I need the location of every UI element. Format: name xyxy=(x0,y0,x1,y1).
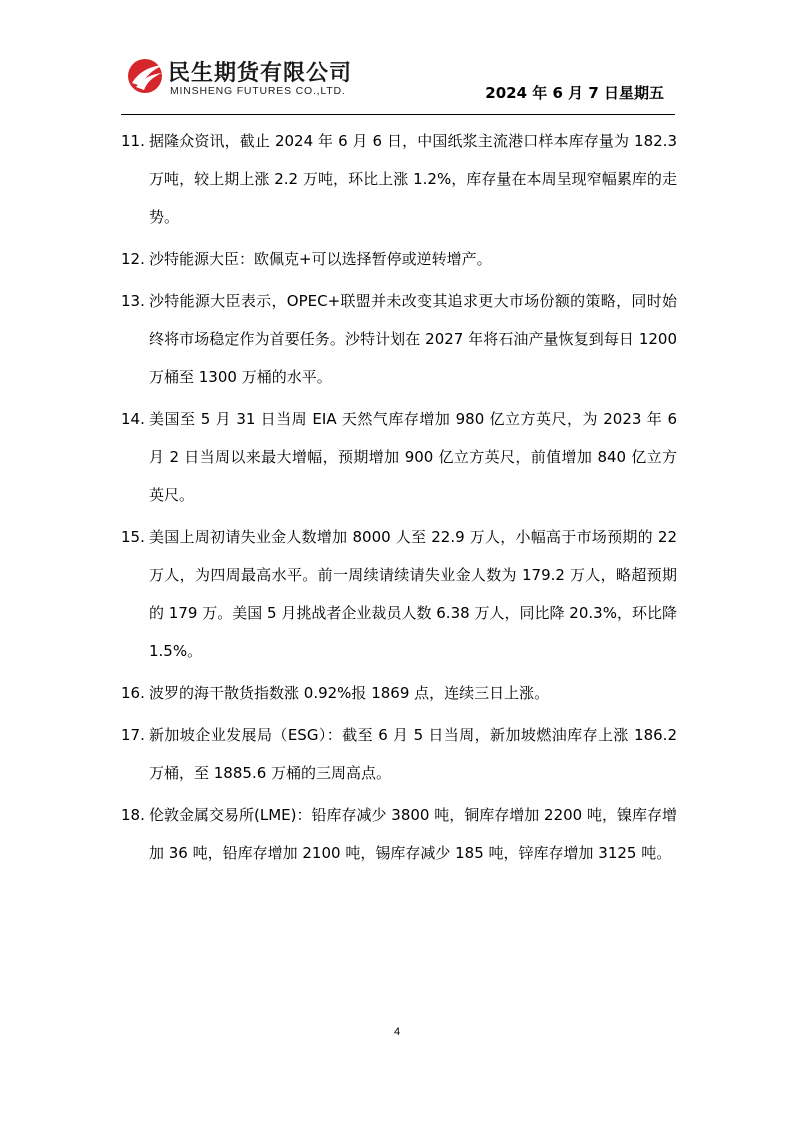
item-text: 美国至 5 月 31 日当周 EIA 天然气库存增加 980 亿立方英尺，为 2023 年 6 月 2 日当周以来最大增幅，预期增加 900 亿立方英尺，前值增加 840 亿立方英尺。 xyxy=(149,410,677,504)
item-number: 13. xyxy=(121,292,145,310)
item-text: 波罗的海干散货指数涨 0.92%报 1869 点，连续三日上涨。 xyxy=(149,684,550,702)
news-item-12 xyxy=(121,240,677,278)
news-item-18 xyxy=(121,796,677,872)
item-text: 沙特能源大臣表示，OPEC+联盟并未改变其追求更大市场份额的策略，同时始终将市场稳定作为首要任务。沙特计划在 2027 年将石油产量恢复到每日 1200 万桶至 1300 万桶的水平。 xyxy=(149,292,677,386)
news-list xyxy=(121,122,677,876)
item-text: 新加坡企业发展局（ESG）：截至 6 月 5 日当周，新加坡燃油库存上涨 186.2 万桶，至 1885.6 万桶的三周高点。 xyxy=(149,726,677,782)
page-number: 4 xyxy=(393,1026,401,1038)
header-divider xyxy=(121,114,675,115)
item-number: 16. xyxy=(121,684,145,702)
item-text: 据隆众资讯，截止 2024 年 6 月 6 日，中国纸浆主流港口样本库存量为 182.3 万吨，较上期上涨 2.2 万吨，环比上涨 1.2%，库存量在本周呈现窄幅累库的走势。 xyxy=(149,132,677,226)
company-name-cn: 民生期货有限公司 xyxy=(168,61,353,86)
item-number: 14. xyxy=(121,410,145,428)
news-item-14 xyxy=(121,400,677,514)
item-number: 11. xyxy=(121,132,145,150)
item-number: 17. xyxy=(121,726,145,744)
item-number: 18. xyxy=(121,806,145,824)
news-item-17 xyxy=(121,716,677,792)
item-text: 美国上周初请失业金人数增加 8000 人至 22.9 万人，小幅高于市场预期的 22 万人，为四周最高水平。前一周续请续请失业金人数为 179.2 万人，略超预期的 179 万。美国 5 月挑战者企业裁员人数 6.38 万人，同比降 20.3%，环比降 1.5%。 xyxy=(149,528,677,660)
company-logo xyxy=(126,54,366,104)
report-date: 2024 年 6 月 7 日星期五 xyxy=(485,84,664,102)
item-text: 沙特能源大臣：欧佩克+可以选择暂停或逆转增产。 xyxy=(149,250,492,268)
news-item-16 xyxy=(121,674,677,712)
page-header xyxy=(0,0,794,120)
news-item-15 xyxy=(121,518,677,670)
news-item-11 xyxy=(121,122,677,236)
news-item-13 xyxy=(121,282,677,396)
item-text: 伦敦金属交易所(LME)：铅库存减少 3800 吨，铜库存增加 2200 吨，镍库存增加 36 吨，铅库存增加 2100 吨，锡库存减少 185 吨，锌库存增加 3125 吨。 xyxy=(149,806,677,862)
item-number: 15. xyxy=(121,528,145,546)
company-name-en: MINSHENG FUTURES CO.,LTD. xyxy=(170,85,346,97)
minsheng-swoosh-logo-icon xyxy=(126,56,166,96)
item-number: 12. xyxy=(121,250,145,268)
